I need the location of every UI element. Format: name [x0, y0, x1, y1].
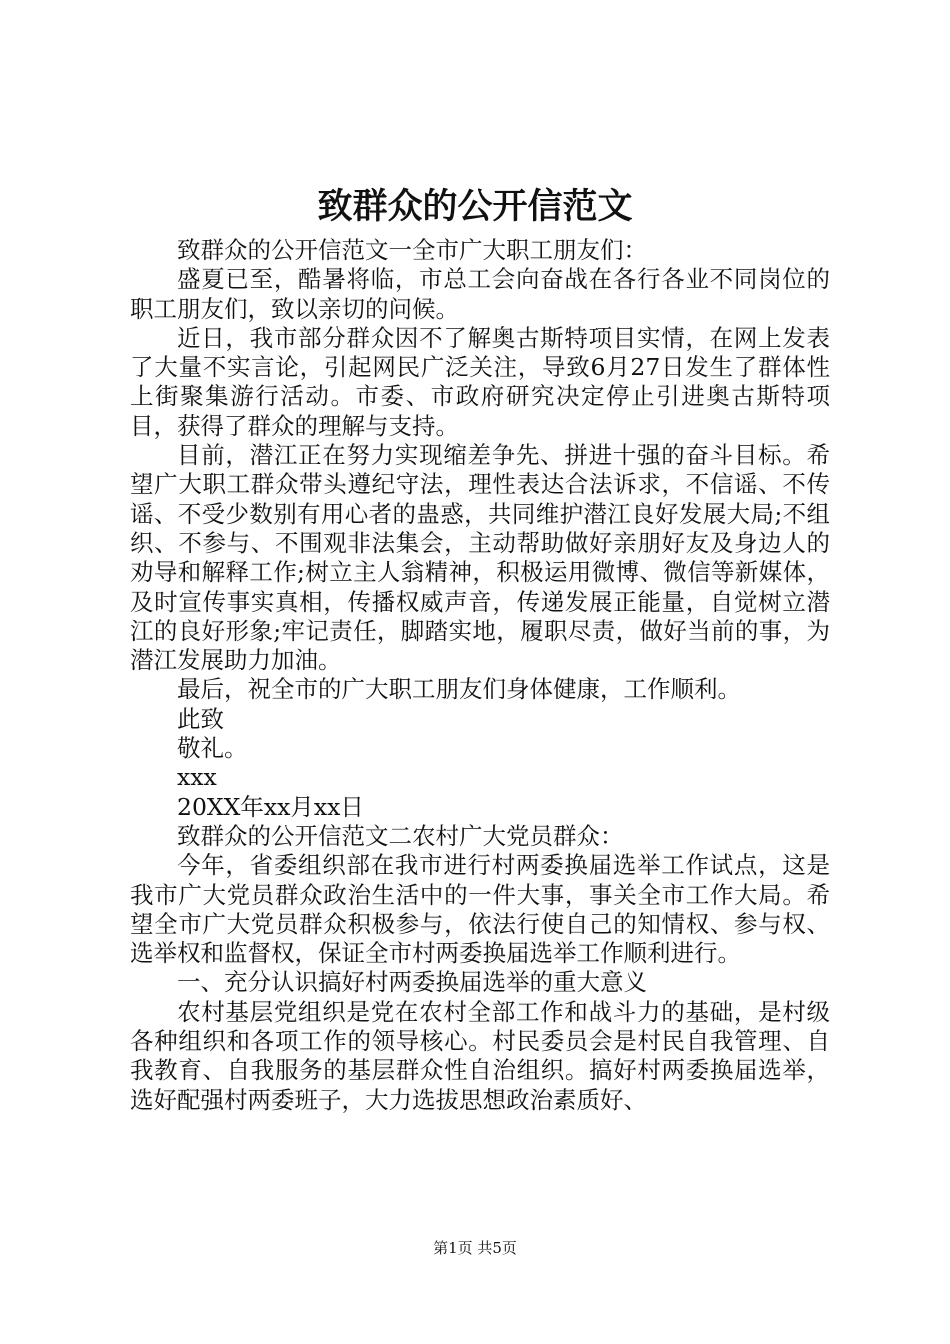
page-number: 第1页 共5页	[433, 1239, 517, 1257]
signature: xxx	[177, 763, 217, 792]
paragraph: 最后，祝全市的广大职工朋友们身体健康，工作顺利。	[177, 675, 741, 704]
paragraph: 农村基层党组织是党在农村全部工作和战斗力的基础，是村级各种组织和各项工作的领导核心。村民委员会是村民自我管理、自我教育、自我服务的基层群众性自治组织。搞好村两委换届选举，选好配强村两委班子，大力选拔思想政治素质好、	[130, 997, 830, 1114]
date-line: 20XX年xx月xx日	[177, 792, 364, 821]
paragraph: 盛夏已至，酷暑将临，市总工会向奋战在各行各业不同岗位的职工朋友们，致以亲切的问候。	[130, 265, 830, 323]
paragraph: 近日，我市部分群众因不了解奥古斯特项目实情，在网上发表了大量不实言论，引起网民广泛关注，导致6月27日发生了群体性上街聚集游行活动。市委、市政府研究决定停止引进奥古斯特项目，获得了群众的理解与支持。	[130, 323, 830, 440]
section-heading: 一、充分认识搞好村两委换届选举的重大意义	[177, 968, 647, 997]
closing-line: 敬礼。	[177, 734, 248, 763]
paragraph: 目前，潜江正在努力实现缩差争先、拼进十强的奋斗目标。希望广大职工群众带头遵纪守法，理性表达合法诉求，不信谣、不传谣、不受少数别有用心者的蛊惑，共同维护潜江良好发展大局;不组织、不参与、不围观非法集会，主动帮助做好亲朋好友及身边人的劝导和解释工作;树立主人翁精神，积极运用微博、微信等新媒体，及时宣传事实真相，传播权威声音，传递发展正能量，自觉树立潜江的良好形象;牢记责任，脚踏实地，履职尽责，做好当前的事，为潜江发展助力加油。	[130, 441, 830, 675]
document-title: 致群众的公开信范文	[317, 186, 633, 227]
paragraph: 致群众的公开信范文二农村广大党员群众：	[177, 821, 624, 850]
closing-line: 此致	[177, 704, 224, 733]
document-body	[130, 236, 830, 1115]
paragraph: 今年，省委组织部在我市进行村两委换届选举工作试点，这是我市广大党员群众政治生活中的一件大事，事关全市工作大局。希望全市广大党员群众积极参与，依法行使自己的知情权、参与权、选举权和监督权，保证全市村两委换届选举工作顺利进行。	[130, 851, 830, 968]
paragraph: 致群众的公开信范文一全市广大职工朋友们：	[177, 236, 647, 264]
